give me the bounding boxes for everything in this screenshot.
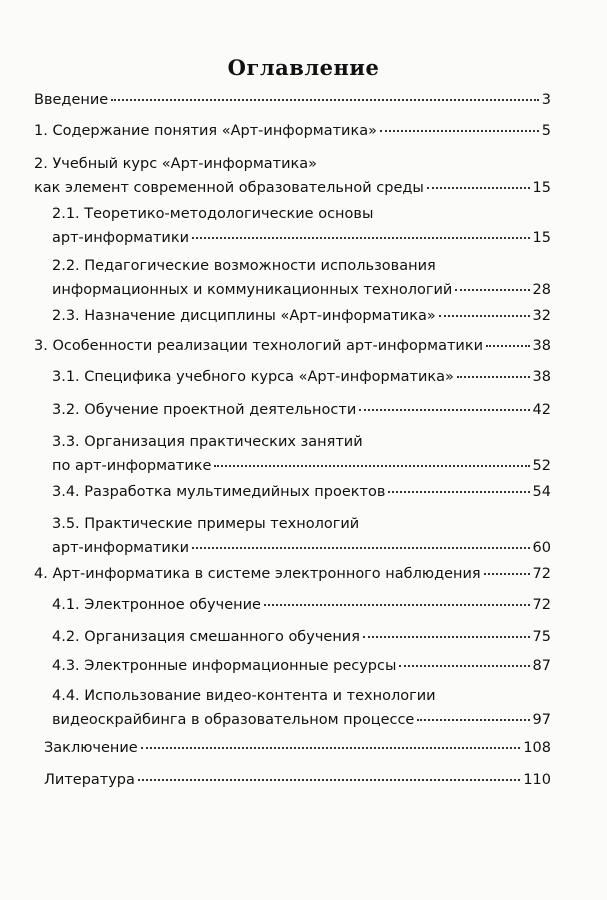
entry-title-line: 3.5. Практические примеры технологий <box>52 516 360 532</box>
entry-title: 1. Содержание понятия «Арт-информатика» <box>34 123 377 139</box>
entry-title-line: 2. Учебный курс «Арт-информатика» <box>34 156 318 172</box>
page-number: 110 <box>523 772 551 788</box>
toc-entry-section-3-2[interactable] <box>52 398 551 422</box>
dot-leader <box>486 345 530 347</box>
dot-leader <box>192 237 530 239</box>
page-number: 54 <box>532 484 551 500</box>
entry-title-line: арт-информатики <box>52 540 190 556</box>
page-number: 72 <box>532 597 551 613</box>
page-number: 28 <box>532 282 551 298</box>
dot-leader <box>214 465 529 467</box>
entry-title-line: арт-информатики <box>52 230 190 246</box>
dot-leader <box>399 665 529 667</box>
dot-leader <box>427 187 530 189</box>
entry-title-line: 2.1. Теоретико-методологические основы <box>52 206 374 222</box>
entry-title-line: как элемент современной образовательной среды <box>34 180 424 196</box>
toc-entry-section-4-1[interactable] <box>52 593 551 617</box>
entry-title-line: видеоскрайбинга в образовательном процессе <box>52 712 415 728</box>
dot-leader <box>380 130 539 132</box>
toc-entry-section-3-3[interactable] <box>52 430 551 478</box>
dot-leader <box>388 491 529 493</box>
toc-entry-section-2-3[interactable] <box>52 304 551 328</box>
toc-entry-chapter-3[interactable] <box>34 334 551 358</box>
dot-leader <box>363 636 530 638</box>
page-number: 97 <box>532 712 551 728</box>
entry-title: 4.3. Электронные информационные ресурсы <box>52 658 397 674</box>
toc-entry-section-3-1[interactable] <box>52 365 551 389</box>
page-number: 75 <box>532 629 551 645</box>
toc-entry-chapter-4[interactable] <box>34 562 551 586</box>
dot-leader <box>111 99 539 101</box>
page-number: 5 <box>541 123 551 139</box>
page-number: 38 <box>532 369 551 385</box>
entry-title: 4.1. Электронное обучение <box>52 597 261 613</box>
entry-title-line: информационных и коммуникационных технологий <box>52 282 453 298</box>
page-number: 3 <box>541 92 551 108</box>
toc-entry-section-3-4[interactable] <box>52 480 551 504</box>
entry-title: Литература <box>44 772 135 788</box>
toc-entry-conclusion[interactable] <box>44 736 551 760</box>
entry-title: 3. Особенности реализации технологий арт-информатики <box>34 338 484 354</box>
page-number: 38 <box>532 338 551 354</box>
page-number: 52 <box>532 458 551 474</box>
page-number: 32 <box>532 308 551 324</box>
entry-title: 3.2. Обучение проектной деятельности <box>52 402 357 418</box>
toc-entry-section-2-2[interactable] <box>52 254 551 302</box>
page-number: 60 <box>532 540 551 556</box>
toc-entry-introduction[interactable] <box>34 88 551 112</box>
entry-title: 2.3. Назначение дисциплины «Арт-информатика» <box>52 308 436 324</box>
toc-entry-section-4-2[interactable] <box>52 625 551 649</box>
page-number: 15 <box>532 230 551 246</box>
dot-leader <box>138 779 520 781</box>
page-number: 42 <box>532 402 551 418</box>
dot-leader <box>264 604 530 606</box>
toc-entry-section-4-3[interactable] <box>52 654 551 678</box>
toc-entry-literature[interactable] <box>44 768 551 792</box>
entry-title-line: 2.2. Педагогические возможности использования <box>52 258 436 274</box>
entry-title: 4.2. Организация смешанного обучения <box>52 629 360 645</box>
entry-title: 4. Арт-информатика в системе электронного наблюдения <box>34 566 481 582</box>
toc-entry-section-2-1[interactable] <box>52 202 551 250</box>
entry-title-line: 4.4. Использование видео-контента и технологии <box>52 688 436 704</box>
toc-entry-section-4-4[interactable] <box>52 684 551 732</box>
entry-title: Введение <box>34 92 109 108</box>
toc-entry-section-3-5[interactable] <box>52 512 551 560</box>
dot-leader <box>141 747 521 749</box>
entry-title-line: по арт-информатике <box>52 458 212 474</box>
dot-leader <box>484 573 530 575</box>
page-title: Оглавление <box>227 55 380 80</box>
entry-title-line: 3.3. Организация практических занятий <box>52 434 363 450</box>
toc-entry-chapter-2[interactable] <box>34 152 551 200</box>
dot-leader <box>455 289 529 291</box>
page-number: 72 <box>532 566 551 582</box>
dot-leader <box>417 719 529 721</box>
entry-title: 3.1. Специфика учебного курса «Арт-информатика» <box>52 369 454 385</box>
page-number: 108 <box>523 740 551 756</box>
dot-leader <box>359 409 529 411</box>
dot-leader <box>439 315 530 317</box>
page-number: 87 <box>532 658 551 674</box>
toc-entry-chapter-1[interactable] <box>34 119 551 143</box>
dot-leader <box>457 376 530 378</box>
page-number: 15 <box>532 180 551 196</box>
dot-leader <box>192 547 530 549</box>
entry-title: Заключение <box>44 740 138 756</box>
entry-title: 3.4. Разработка мультимедийных проектов <box>52 484 386 500</box>
